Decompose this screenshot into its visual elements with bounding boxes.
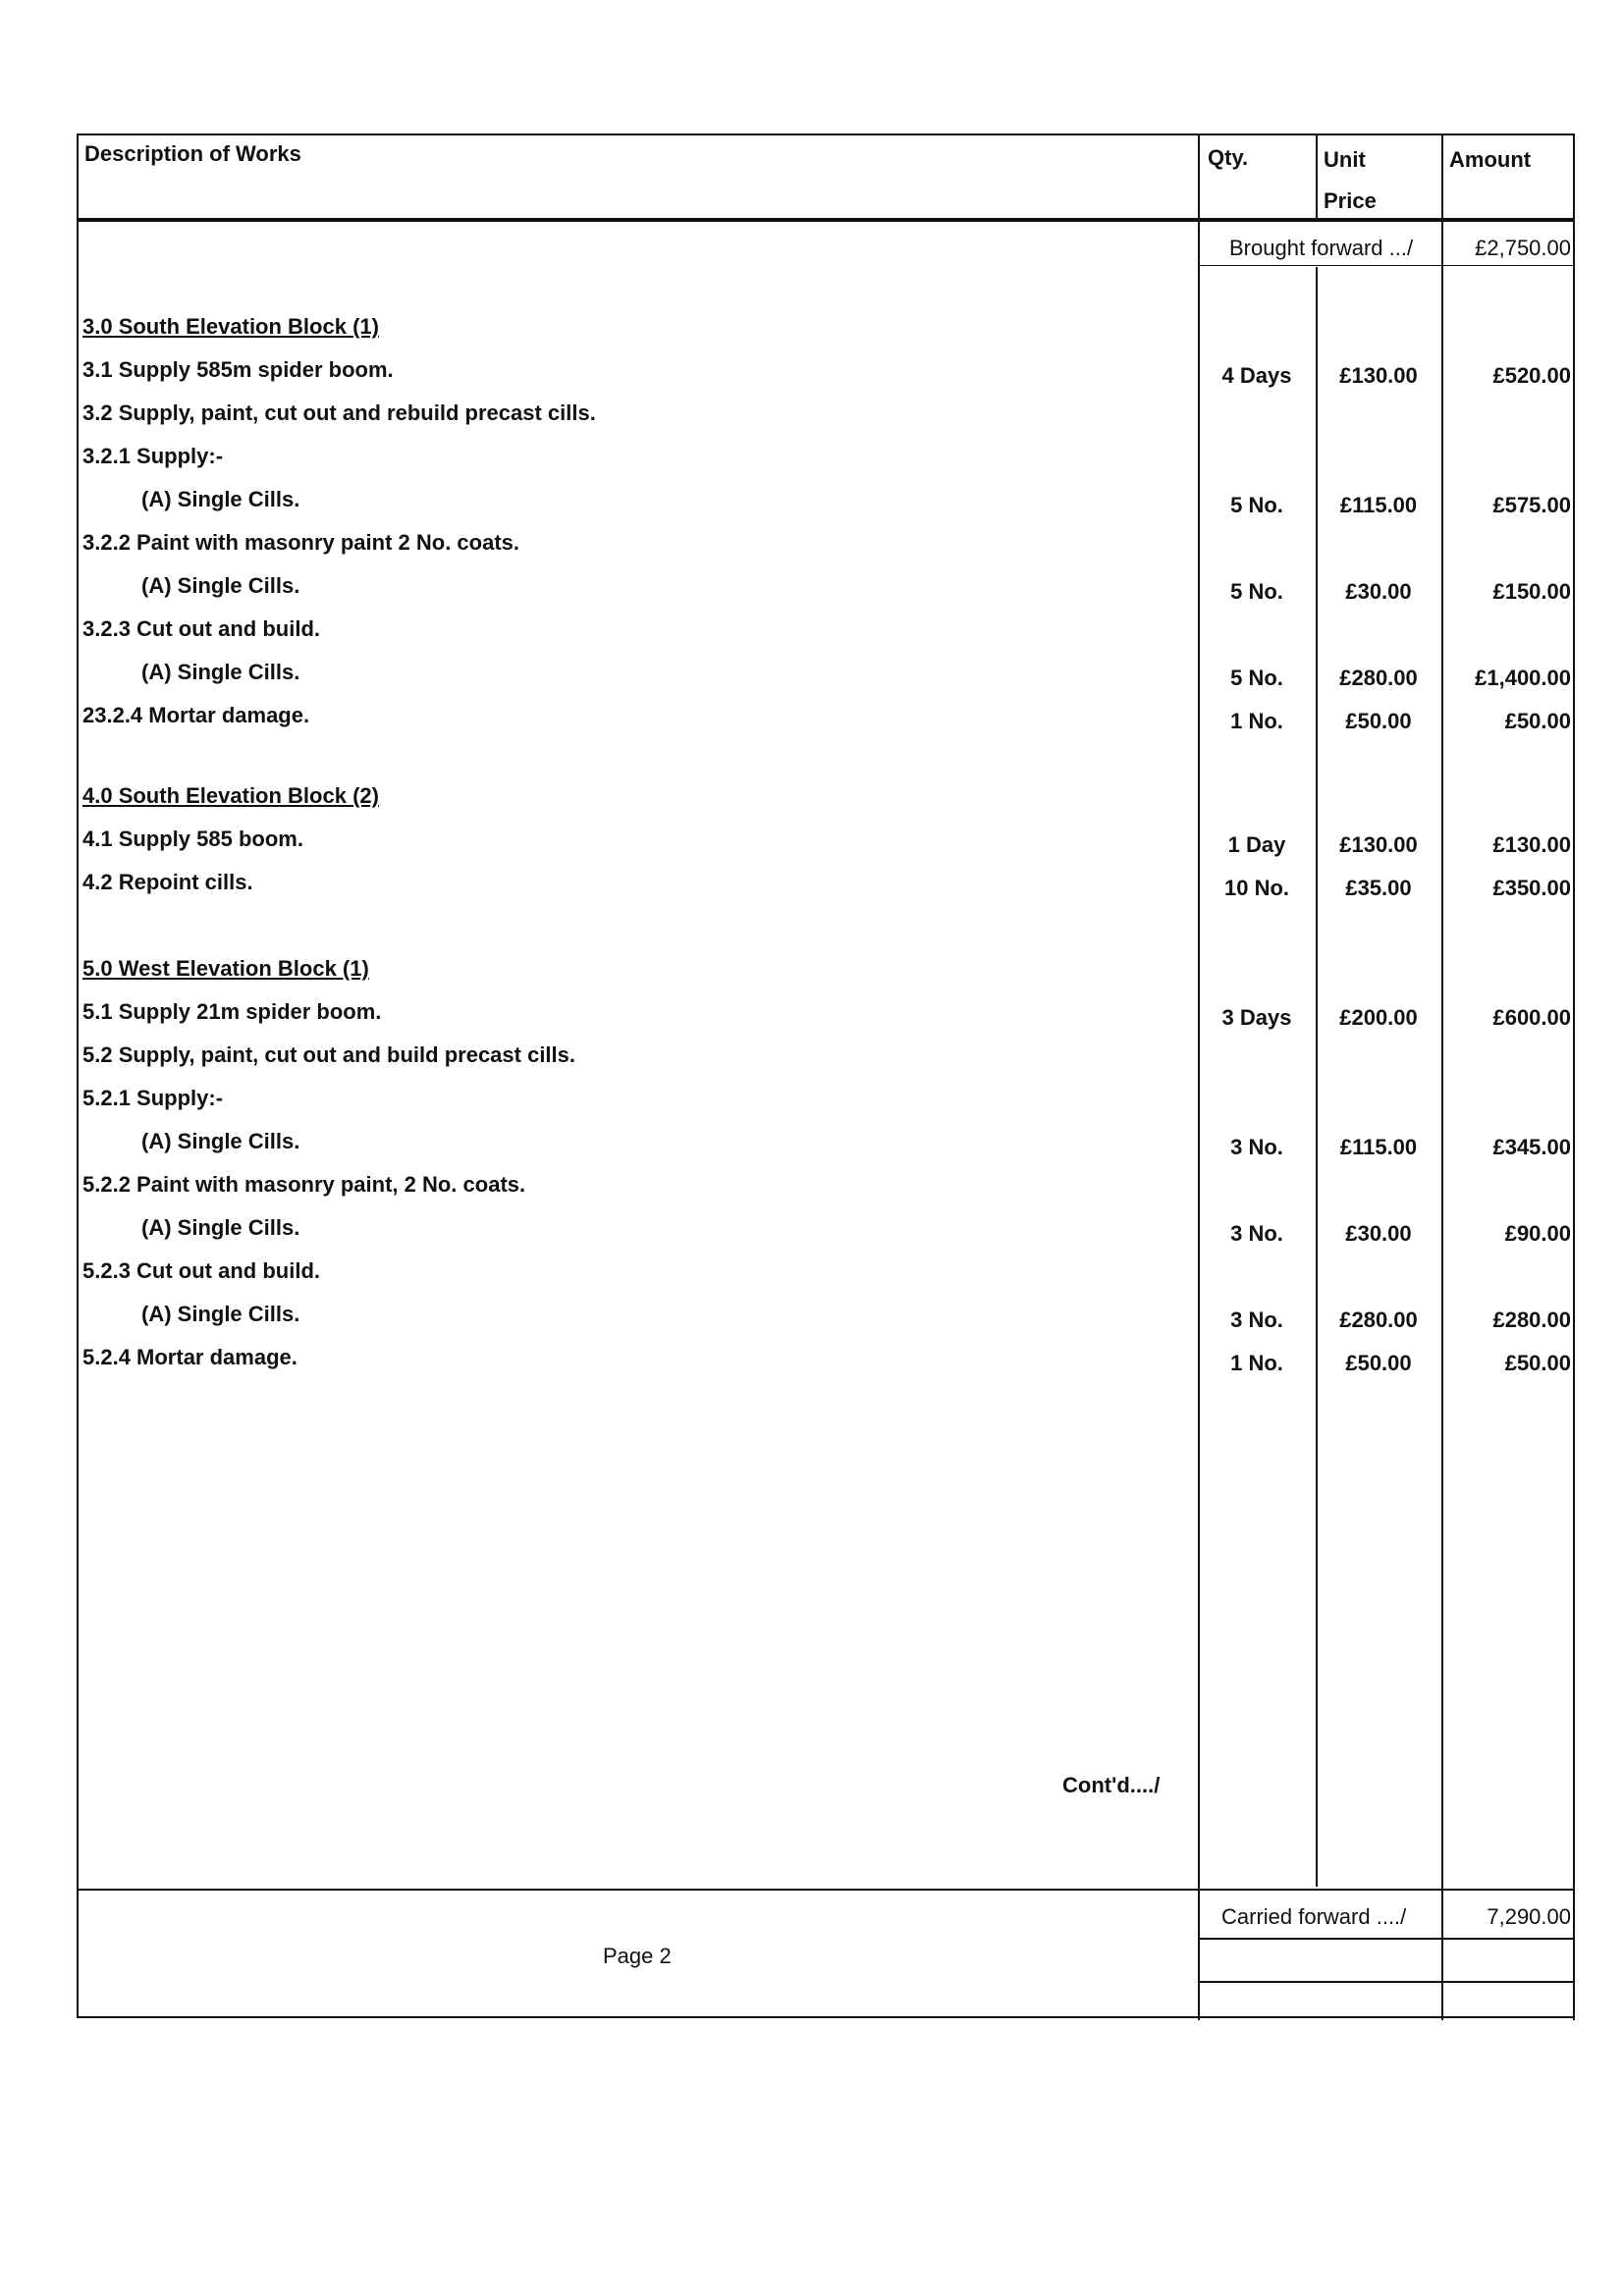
work-item-description: 5.2.3 Cut out and build.	[82, 1258, 320, 1283]
carried-forward-label: Carried forward ..../	[1221, 1904, 1407, 1929]
qty-cell: 10 No.	[1223, 876, 1290, 900]
footer-top-line	[77, 1889, 1575, 1891]
work-item-description: 5.2 Supply, paint, cut out and build precast cills.	[82, 1042, 576, 1067]
qty-cell: 5 No.	[1230, 666, 1283, 690]
brought-forward-amount: £2,750.00	[1475, 236, 1571, 260]
frame-top-line	[77, 133, 1575, 135]
unit-price-cell: £280.00	[1339, 1308, 1418, 1332]
frame-right-line	[1573, 133, 1575, 2020]
unit-price-cell: £280.00	[1339, 666, 1418, 690]
work-item-description: 3.1 Supply 585m spider boom.	[82, 357, 394, 382]
amount-cell: £130.00	[1492, 832, 1571, 857]
amount-cell: £1,400.00	[1475, 666, 1571, 690]
contd-note: Cont'd..../	[1062, 1773, 1161, 1797]
amount-cell: £575.00	[1492, 493, 1571, 517]
header-description: Description of Works	[84, 141, 301, 166]
qty-cell: 5 No.	[1230, 493, 1283, 517]
work-item-description: 5.2.4 Mortar damage.	[82, 1345, 298, 1369]
unit-price-cell: £50.00	[1345, 1351, 1412, 1375]
header-qty: Qty.	[1208, 145, 1249, 170]
page-number: Page 2	[603, 1944, 672, 1968]
work-item-description: (A) Single Cills.	[141, 573, 300, 598]
section-heading: 3.0 South Elevation Block (1)	[82, 314, 379, 339]
amount-cell: £90.00	[1504, 1221, 1571, 1246]
unit-column-line	[1316, 133, 1318, 218]
header-unit: Unit	[1324, 147, 1366, 172]
unit-price-cell: £130.00	[1339, 832, 1418, 857]
qty-column-line	[1198, 133, 1200, 2020]
qty-cell: 1 Day	[1227, 832, 1286, 857]
unit-price-cell: £115.00	[1339, 493, 1418, 517]
brought-forward-label: Brought forward .../	[1229, 236, 1414, 260]
section-heading: 4.0 South Elevation Block (2)	[82, 783, 379, 808]
amount-cell: £150.00	[1492, 579, 1571, 604]
carried-row-line	[1198, 1938, 1575, 1940]
work-item-description: 3.2.1 Supply:-	[82, 444, 224, 468]
frame-bottom-line	[77, 2016, 1575, 2018]
work-item-description: 5.2.2 Paint with masonry paint, 2 No. coats.	[82, 1172, 526, 1197]
qty-cell: 3 Days	[1221, 1005, 1292, 1030]
qty-cell: 3 No.	[1230, 1135, 1283, 1159]
qty-cell: 1 No.	[1230, 709, 1283, 733]
work-item-description: 23.2.4 Mortar damage.	[82, 703, 310, 727]
amount-cell: £520.00	[1492, 363, 1571, 388]
carried-forward-amount: 7,290.00	[1487, 1904, 1571, 1929]
frame-header-bottom-line	[77, 218, 1575, 222]
amount-cell: £600.00	[1492, 1005, 1571, 1030]
qty-cell: 3 No.	[1230, 1221, 1283, 1246]
qty-cell: 3 No.	[1230, 1308, 1283, 1332]
unit-price-cell: £30.00	[1345, 1221, 1412, 1246]
section-heading: 5.0 West Elevation Block (1)	[82, 956, 369, 981]
work-item-description: 3.2.2 Paint with masonry paint 2 No. coats.	[82, 530, 520, 555]
bf-row-line	[1198, 265, 1575, 266]
footer-mid-line	[1198, 1981, 1575, 1983]
work-item-description: 4.2 Repoint cills.	[82, 870, 253, 894]
unit-price-cell: £30.00	[1345, 579, 1412, 604]
work-item-description: (A) Single Cills.	[141, 660, 300, 684]
frame-left-line	[77, 133, 79, 2016]
work-item-description: (A) Single Cills.	[141, 1129, 300, 1153]
work-item-description: 5.2.1 Supply:-	[82, 1086, 224, 1110]
amount-cell: £345.00	[1492, 1135, 1571, 1159]
qty-cell: 4 Days	[1221, 363, 1292, 388]
work-item-description: (A) Single Cills.	[141, 1302, 300, 1326]
amount-column-line	[1441, 133, 1443, 2020]
work-item-description: 5.1 Supply 21m spider boom.	[82, 999, 382, 1024]
unit-price-cell: £115.00	[1339, 1135, 1418, 1159]
work-item-description: (A) Single Cills.	[141, 1215, 300, 1240]
amount-cell: £50.00	[1504, 1351, 1571, 1375]
work-item-description: 3.2 Supply, paint, cut out and rebuild precast cills.	[82, 400, 596, 425]
work-item-description: 3.2.3 Cut out and build.	[82, 616, 320, 641]
amount-cell: £50.00	[1504, 709, 1571, 733]
qty-cell: 1 No.	[1230, 1351, 1283, 1375]
unit-price-cell: £200.00	[1339, 1005, 1418, 1030]
work-item-description: 4.1 Supply 585 boom.	[82, 827, 303, 851]
header-amount: Amount	[1449, 147, 1532, 172]
header-price: Price	[1324, 188, 1377, 213]
amount-cell: £280.00	[1492, 1308, 1571, 1332]
unit-price-cell: £50.00	[1345, 709, 1412, 733]
work-item-description: (A) Single Cills.	[141, 487, 300, 511]
amount-cell: £350.00	[1492, 876, 1571, 900]
qty-cell: 5 No.	[1230, 579, 1283, 604]
unit-price-cell: £35.00	[1345, 876, 1412, 900]
unit-price-cell: £130.00	[1339, 363, 1418, 388]
